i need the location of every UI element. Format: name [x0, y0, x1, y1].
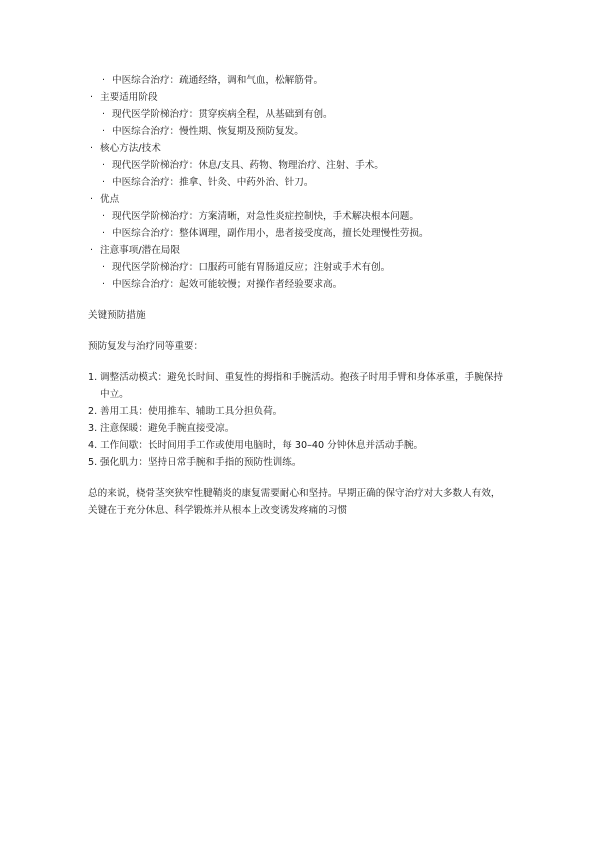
- comparison-bullet-list: [88, 72, 507, 293]
- prevention-steps-list: [88, 369, 507, 471]
- step-number: 4.: [88, 440, 98, 451]
- bullet-item: · 现代医学阶梯治疗：方案清晰，对急性炎症控制快，手术解决根本问题。: [88, 208, 507, 225]
- step-number: 5.: [88, 457, 98, 468]
- bullet-item: · 主要适用阶段: [88, 89, 507, 106]
- step-text: 注意保暖：避免手腕直接受凉。: [100, 423, 235, 434]
- prevention-heading: 关键预防措施: [88, 310, 146, 321]
- bullet-item: · 现代医学阶梯治疗：贯穿疾病全程，从基础到有创。: [88, 106, 507, 123]
- step-text: 调整活动模式：避免长时间、重复性的拇指和手腕活动。抱孩子时用手臂和身体承重，手腕保持中立。: [100, 372, 503, 400]
- bullet-item: · 核心方法/技术: [88, 140, 507, 157]
- step-text: 工作间歇：长时间用手工作或使用电脑时，每 30–40 分钟休息并活动手腕。: [100, 440, 424, 451]
- bullet-item: · 注意事项/潜在局限: [88, 242, 507, 259]
- step-number: 3.: [88, 423, 98, 434]
- prevention-step: [88, 454, 507, 471]
- prevention-intro: 预防复发与治疗同等重要：: [88, 341, 204, 352]
- bullet-item: · 中医综合治疗：推拿、针灸、中药外治、针刀。: [88, 174, 507, 191]
- summary-paragraph: 总的来说，桡骨茎突狭窄性腱鞘炎的康复需要耐心和坚持。早期正确的保守治疗对大多数人有效，关键在于充分休息、科学锻炼并从根本上改变诱发疼痛的习惯: [88, 488, 501, 516]
- bullet-item: · 中医综合治疗：整体调理，副作用小，患者接受度高，擅长处理慢性劳损。: [88, 225, 507, 242]
- prevention-step: [88, 420, 507, 437]
- step-text: 强化肌力：坚持日常手腕和手指的预防性训练。: [100, 457, 302, 468]
- bullet-item: · 中医综合治疗：慢性期、恢复期及预防复发。: [88, 123, 507, 140]
- prevention-step: [88, 437, 507, 454]
- bullet-item: · 现代医学阶梯治疗：休息/支具、药物、物理治疗、注射、手术。: [88, 157, 507, 174]
- bullet-item: · 中医综合治疗：起效可能较慢；对操作者经验要求高。: [88, 276, 507, 293]
- prevention-step: [88, 403, 507, 420]
- step-text: 善用工具：使用推车、辅助工具分担负荷。: [100, 406, 283, 417]
- bullet-item: · 中医综合治疗：疏通经络，调和气血，松解筋骨。: [88, 72, 507, 89]
- bullet-item: · 优点: [88, 191, 507, 208]
- step-number: 2.: [88, 406, 98, 417]
- prevention-step: [88, 369, 507, 403]
- bullet-item: · 现代医学阶梯治疗：口服药可能有胃肠道反应；注射或手术有创。: [88, 259, 507, 276]
- step-number: 1.: [88, 372, 98, 383]
